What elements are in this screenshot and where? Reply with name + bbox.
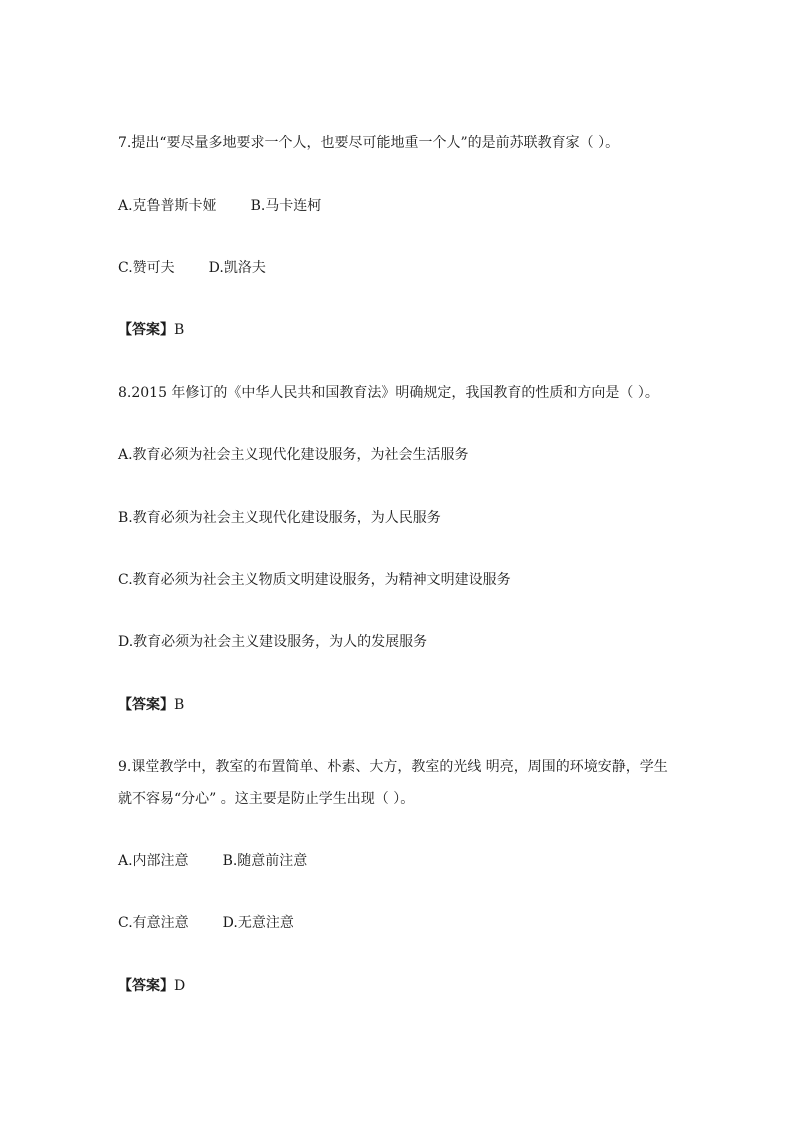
question-7-options-row-1: [118, 196, 321, 216]
question-8-option-d: D.教育必须为社会主义建设服务，为人的发展服务: [118, 634, 428, 650]
question-9-option-a: A.内部注意: [118, 853, 189, 869]
question-9-option-c: C.有意注意: [118, 915, 189, 931]
question-7-option-a: A.克鲁普斯卡娅: [118, 198, 217, 214]
question-9-answer: [118, 976, 185, 996]
question-9-options-row-2: [118, 913, 294, 933]
answer-label: 【答案】: [118, 697, 174, 713]
answer-value: D: [174, 978, 186, 994]
question-7-options-row-2: [118, 258, 266, 278]
question-7-answer: [118, 320, 184, 340]
question-8-stem: 8.2015 年修订的《中华人民共和国教育法》明确规定，我国教育的性质和方向是（ ）。: [118, 385, 659, 401]
question-7-option-c: C.赞可夫: [118, 260, 175, 276]
question-9-stem-line-1: 9.课堂教学中，教室的布置简单、朴素、大方，教室的光线 明亮，周围的环境安静，学生: [118, 759, 668, 775]
answer-label: 【答案】: [118, 322, 174, 338]
question-8-option-a: A.教育必须为社会主义现代化建设服务，为社会生活服务: [118, 447, 469, 463]
question-8-answer: [118, 695, 184, 715]
question-9-stem-line-2: 就不容易“分心” 。这主要是防止学生出现（ ）。: [118, 791, 415, 807]
question-7-stem: 7.提出“要尽量多地要求一个人，也要尽可能地重一个人”的是前苏联教育家（ ）。: [118, 135, 620, 151]
question-9-option-d: D.无意注意: [222, 915, 294, 931]
answer-label: 【答案】: [118, 978, 174, 994]
answer-value: B: [174, 697, 185, 713]
question-8-option-b: B.教育必须为社会主义现代化建设服务，为人民服务: [118, 510, 441, 526]
question-9-option-b: B.随意前注意: [222, 853, 308, 869]
question-7-option-d: D.凯洛夫: [208, 260, 266, 276]
question-9-options-row-1: [118, 851, 307, 871]
answer-value: B: [174, 322, 185, 338]
question-8-option-c: C.教育必须为社会主义物质文明建设服务，为精神文明建设服务: [118, 572, 511, 588]
question-7-option-b: B.马卡连柯: [250, 198, 322, 214]
